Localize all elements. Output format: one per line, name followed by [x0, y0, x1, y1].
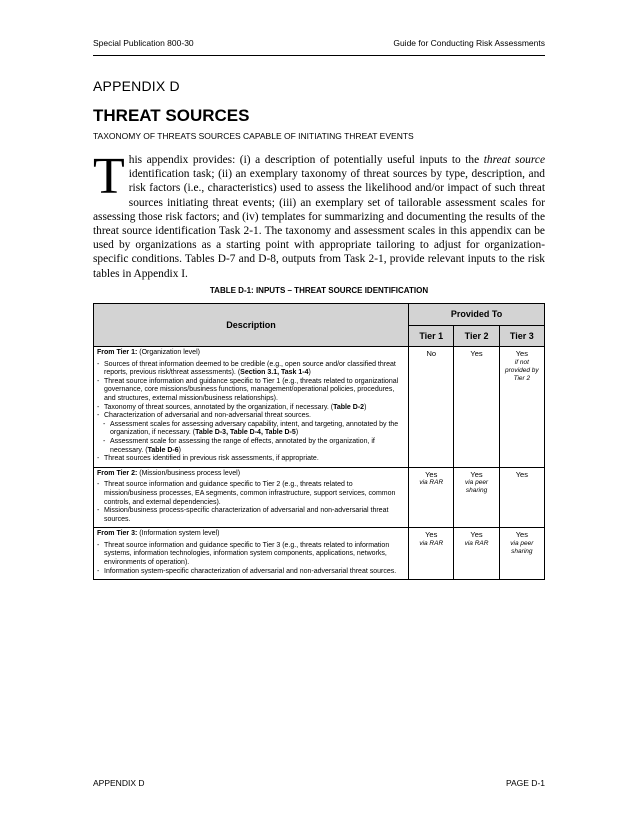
row-heading [97, 530, 405, 539]
nested-list-item [103, 438, 405, 455]
table-row [94, 528, 545, 580]
column-header-tier2: Tier 2 [454, 325, 499, 347]
column-header-provided-to: Provided To [409, 304, 545, 326]
tier-note: via RAR [419, 479, 444, 487]
threat-source-inputs-table [93, 303, 545, 580]
intro-emphasis: threat source [483, 154, 546, 166]
tier-value: Yes [470, 530, 483, 540]
table-caption: TABLE D-1: INPUTS – THREAT SOURCE IDENTIFICATION [209, 286, 429, 295]
item-text: Threat source information and guidance specific to Tier 2 (e.g., threats related to mission/business processes, EA segments, common infrastructure, support services, common controls, and external dependencies). [104, 481, 396, 506]
tier-source-label: From Tier 3: [97, 530, 138, 538]
tier3-cell [499, 467, 544, 528]
table-row [94, 347, 545, 468]
item-text: Characterization of adversarial and non-adversarial threat sources. [104, 412, 311, 420]
tier-value: Yes [515, 530, 528, 540]
nested-list-item [103, 421, 405, 438]
tier-source-level: (Mission/business process level) [137, 469, 241, 477]
tier-value: Yes [425, 469, 438, 479]
drop-cap: T [93, 148, 125, 205]
item-reference: Section 3.1, Task 1-4 [240, 369, 309, 377]
input-list-item [97, 481, 405, 507]
tier3-cell [499, 347, 544, 468]
tier-value: Yes [470, 469, 483, 479]
input-list-item [97, 568, 405, 577]
page-header [93, 38, 545, 48]
tier-value: Yes [515, 469, 528, 479]
tier2-cell [454, 347, 499, 468]
header-publication: Special Publication 800-30 [93, 38, 194, 48]
tier2-cell [454, 528, 499, 580]
column-header-tier1: Tier 1 [409, 325, 454, 347]
tier1-cell [409, 467, 454, 528]
column-header-description: Description [94, 304, 409, 347]
input-list-item [97, 412, 405, 421]
header-rule [93, 55, 545, 56]
tier-value: No [426, 349, 437, 358]
input-list [97, 542, 405, 576]
intro-text-after: identification task; (ii) an exemplary taxonomy of threat sources by type, description, and risk factors (i.e., characteristics) used to assess the likelihood and/or impact of such threat sources initiating threat events; (iii) an exemplary set of tailorable assessment scales for assessing those risk factors; and (iv) templates for summarizing and documenting the results of the threat source identification Task 2-1. The taxonomy and assessment scales in this appendix can be used by organizations as a starting point with appropriate tailoring to adjust for organization-specific conditions. Tables D-7 and D-8, outputs from Task 2-1, provide relevant inputs to the risk tables in Appendix I. [93, 168, 545, 280]
item-text: Mission/business process-specific characterization of adversarial and non-adversarial threat sources. [104, 507, 389, 523]
page-footer [93, 778, 545, 788]
description-cell [94, 347, 409, 468]
item-text-end: ) [295, 429, 299, 437]
intro-text-before: his appendix provides: (i) a description of potentially useful inputs to the [128, 154, 484, 166]
footer-appendix: APPENDIX D [93, 778, 145, 788]
item-reference: Table D-6 [147, 446, 179, 454]
tier-value: Yes [515, 349, 528, 358]
page-subtitle: TAXONOMY OF THREATS SOURCES CAPABLE OF INITIATING THREAT EVENTS [93, 131, 414, 141]
tier-note: via peer sharing [464, 479, 489, 495]
tier-source-label: From Tier 2: [97, 469, 138, 477]
tier-source-level: (Organization level) [137, 349, 200, 356]
item-text-end: ) [178, 446, 181, 454]
header-guide-title: Guide for Conducting Risk Assessments [393, 38, 545, 48]
row-heading [97, 470, 405, 479]
input-list [97, 481, 405, 524]
tier1-cell [409, 347, 454, 468]
tier1-cell [409, 528, 454, 580]
tier-source-level: (Information system level) [137, 530, 220, 538]
item-reference: Table D-3, Table D-4, Table D-5 [195, 429, 296, 437]
tier-value: Yes [425, 530, 438, 540]
item-text: Threat source information and guidance specific to Tier 3 (e.g., threats related to information systems, information technologies, information system components, applications, networks, environments of operation). [104, 541, 390, 567]
tier-note: if not provided by Tier 2 [505, 358, 539, 382]
item-reference: Table D-2 [333, 403, 365, 411]
input-list-item [97, 378, 405, 404]
tier3-cell [499, 528, 544, 580]
item-text: Assessment scales for assessing adversary capability, intent, and targeting, annotated by the organization, if necessary. ( [110, 420, 399, 437]
item-text: Sources of threat information deemed to be credible (e.g., open source and/or classified threat reports, previous risk/threat assessments). ( [104, 360, 396, 377]
tier-note: via RAR [419, 539, 444, 547]
input-list-item [97, 361, 405, 378]
tier-note: via RAR [464, 539, 489, 547]
description-cell [94, 528, 409, 580]
column-header-tier3: Tier 3 [499, 325, 544, 347]
page-title: THREAT SOURCES [93, 106, 250, 125]
footer-page-number: PAGE D-1 [505, 778, 545, 788]
row-heading [97, 349, 405, 358]
tier2-cell [454, 467, 499, 528]
tier-value: Yes [470, 349, 483, 358]
input-list-item: - Threat sources identified in previous risk assessments, if appropriate. [97, 455, 405, 464]
item-text-end: ) [364, 403, 367, 411]
item-text: Assessment scale for assessing the range of effects, annotated by the organization, if necessary. ( [110, 437, 375, 454]
description-cell [94, 467, 409, 528]
item-text-end: ) [308, 369, 311, 377]
tier-source-label: From Tier 1: [97, 349, 138, 356]
input-list-item [97, 507, 405, 524]
appendix-label: APPENDIX D [93, 78, 180, 94]
input-list [97, 361, 405, 464]
input-list-item-nested [97, 421, 405, 455]
nested-input-list [97, 421, 405, 455]
intro-paragraph [93, 148, 546, 281]
input-list-item [97, 404, 405, 413]
input-list-item [97, 542, 405, 568]
item-text: Threat source information and guidance specific to Tier 1 (e.g., threats related to organizational governance, core missions/business functions, management/operational policies, procedures, and structures, external mission/business relationships). [104, 377, 399, 402]
item-text: Taxonomy of threat sources, annotated by the organization, if necessary. ( [104, 403, 334, 411]
table-row [94, 467, 545, 528]
item-text: Information system-specific characterization of adversarial and non-adversarial threat sources. [104, 567, 397, 575]
tier-note: via peer sharing [510, 539, 534, 555]
